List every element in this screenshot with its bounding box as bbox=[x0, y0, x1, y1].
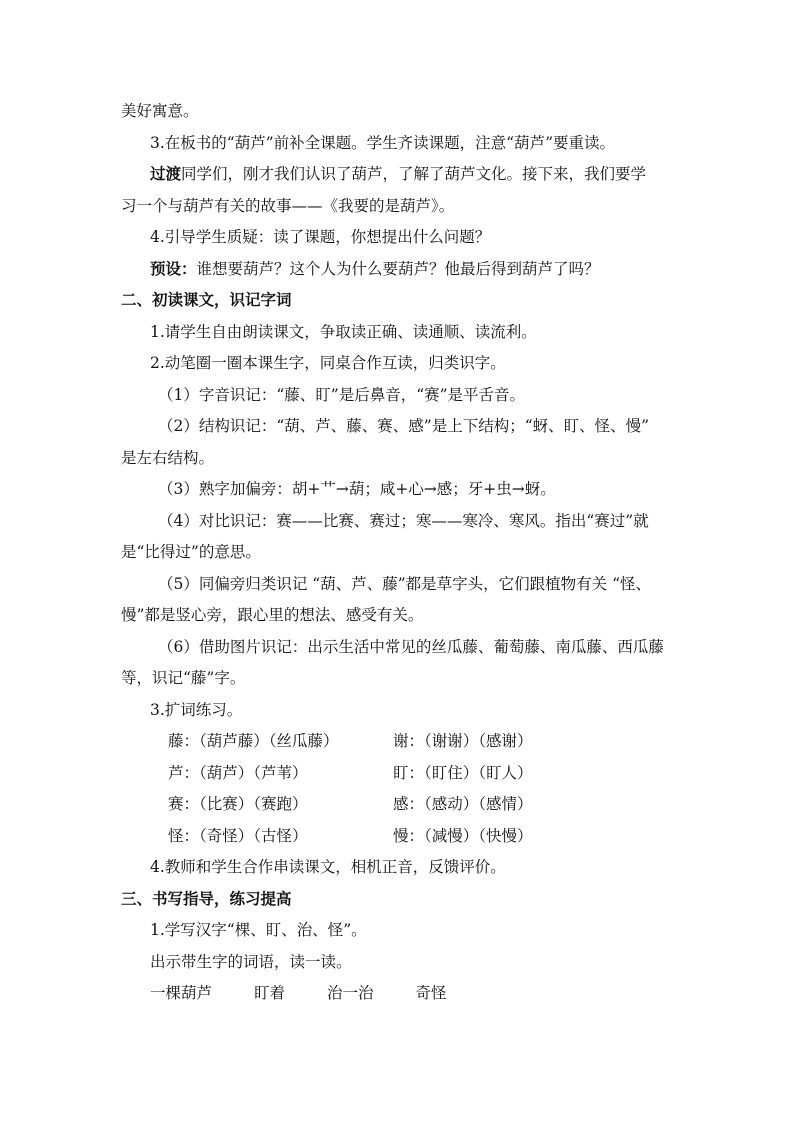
word-item: 奇怪 bbox=[415, 984, 447, 1002]
vocab-right: 谢：（谢谢）（感谢） bbox=[393, 732, 533, 750]
text-line: 4.教师和学生合作串读课文，相机正音，反馈评价。 bbox=[150, 858, 506, 876]
text-line: （2）结构识记：“葫、芦、藤、赛、感”是上下结构；“蚜、盯、怪、慢” bbox=[158, 417, 650, 435]
text-line: （3）熟字加偏旁：胡+艹→葫；咸+心→感；牙+虫→蚜。 bbox=[158, 480, 556, 498]
vocab-left: 藤：（葫芦藤）（丝瓜藤） bbox=[168, 732, 339, 750]
text-line: （6）借助图片识记：出示生活中常见的丝瓜藤、葡萄藤、南瓜藤、西瓜藤 bbox=[158, 638, 664, 656]
preset-text: 谁想要葫芦？这个人为什么要葫芦？他最后得到葫芦了吗？ bbox=[196, 260, 600, 278]
vocab-left: 怪：（奇怪）（古怪） bbox=[168, 827, 308, 845]
text-line: 1.请学生自由朗读课文，争取读正确、读通顺、读流利。 bbox=[150, 323, 537, 341]
preset-label: 预设： bbox=[150, 259, 197, 278]
text-line: 2.动笔圈一圈本课生字，同桌合作互读，归类识字。 bbox=[150, 354, 506, 372]
text-line: 出示带生字的词语，读一读。 bbox=[150, 953, 352, 971]
text-line: 3.在板书的“葫芦”前补全课题。学生齐读课题，注意“葫芦”要重读。 bbox=[150, 134, 615, 152]
text-line: 慢”都是竖心旁，跟心里的想法、感受有关。 bbox=[121, 606, 424, 624]
word-item: 治一治 bbox=[327, 984, 374, 1002]
text-line: 是左右结构。 bbox=[121, 449, 215, 467]
text-line: （4）对比识记：赛——比赛、赛过；寒——寒冷、寒风。指出“赛过”就 bbox=[158, 512, 649, 530]
vocab-left: 芦：（葫芦）（芦苇） bbox=[168, 764, 308, 782]
word-list bbox=[150, 983, 734, 1003]
vocab-right: 慢：（减慢）（快慢） bbox=[393, 827, 533, 845]
text-line: 等，识记“藤”字。 bbox=[121, 669, 246, 687]
text-line bbox=[150, 259, 734, 279]
vocab-right: 感：（感动）（感情） bbox=[393, 795, 533, 813]
vocab-left: 赛：（比赛）（赛跑） bbox=[168, 795, 308, 813]
text-line: 1.学写汉字“棵、盯、治、怪”。 bbox=[150, 921, 367, 939]
word-item: 一棵葫芦 bbox=[150, 984, 213, 1002]
text-line: 4.引导学生质疑：读了课题，你想提出什么问题？ bbox=[150, 228, 491, 246]
text-line: （5）同偏旁归类识记 “葫、芦、藤”都是草字头，它们跟植物有关 “怪、 bbox=[158, 575, 651, 593]
text-line: （1）字音识记：“藤、盯”是后鼻音，“赛”是平舌音。 bbox=[158, 386, 526, 404]
vocab-right: 盯：（盯住）（盯人） bbox=[393, 764, 533, 782]
text-line: 3.扩词练习。 bbox=[150, 701, 243, 719]
transition-label: 过渡 bbox=[150, 164, 182, 183]
word-item: 盯着 bbox=[254, 984, 286, 1002]
text-line bbox=[150, 164, 734, 184]
section-heading: 二、初读课文，识记字词 bbox=[121, 290, 292, 309]
section-heading: 三、书写指导，练习提高 bbox=[121, 889, 292, 908]
text-line: 习一个与葫芦有关的故事——《我要的是葫芦》。 bbox=[121, 197, 455, 215]
text-line: 是“比得过”的意思。 bbox=[121, 543, 261, 561]
text-line: 美好寓意。 bbox=[121, 102, 199, 120]
transition-text: 同学们，刚才我们认识了葫芦，了解了葫芦文化。接下来，我们要学 bbox=[181, 165, 647, 183]
